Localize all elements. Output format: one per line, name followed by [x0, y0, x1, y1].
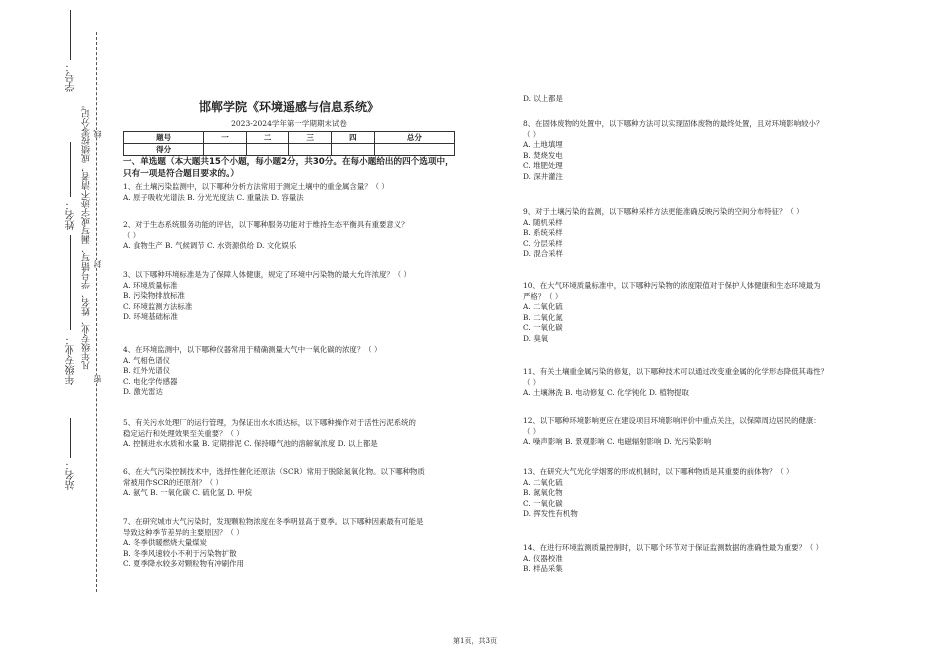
score-header-cell: 总分 [374, 132, 454, 144]
score-cell [332, 144, 375, 156]
question-option: B. 红外光谱仪 [123, 366, 171, 376]
question-stem: 9、对于土壤污染的监测，以下哪种采样方法更能准确反映污染的空间分布特征？（ ） [523, 207, 804, 216]
score-table-header-row [124, 132, 455, 144]
campus-label: 站名： [66, 460, 77, 490]
name-label: 姓名： [66, 200, 77, 230]
question-option: D. 深井灌注 [523, 171, 563, 181]
score-header-cell: 一 [204, 132, 247, 144]
question-options: A. 食物生产 B. 气候调节 C. 水资源供给 D. 文化娱乐 [123, 241, 297, 251]
question-stem: 6、在大气污染控制技术中，选择性催化还原法（SCR）常用于脱除氮氧化物。以下哪种物质 [123, 467, 425, 476]
question-stem: 12、以下哪种环境影响更应在建设项目环境影响评价中重点关注，以保障周边居民的健康： [523, 416, 821, 425]
question-option: B. 冬季风速较小不利于污染物扩散 [123, 548, 237, 558]
exam-title: 邯郸学院《环境遥感与信息系统》 [198, 100, 379, 114]
question-stem: 10、在大气环境质量标准中，以下哪种污染物的浓度限值对于保护人体健康和生态环境最为 [523, 281, 821, 290]
question-option: D. 臭氧 [523, 333, 549, 343]
question-stem: 1、在土壤污染监测中，以下哪种分析方法常用于测定土壤中的重金属含量？（ ） [123, 182, 389, 191]
score-cell [204, 144, 247, 156]
question-option: C. 一氧化碳 [523, 323, 563, 333]
question-stem: 14、在进行环境监测质量控制时，以下哪个环节对于保证监测数据的准确性最为重要？（ ） [523, 543, 823, 552]
question-option: D. 混合采样 [523, 249, 563, 259]
score-table [123, 131, 455, 156]
campus-underline [70, 418, 71, 458]
seal-char-secret: 密 [93, 375, 102, 383]
question-stem: 4、在环境监测中，以下哪种仪器常用于精确测量大气中一氧化碳的浓度？（ ） [123, 345, 382, 354]
question-stem: 8、在固体废物的处置中，以下哪种方法可以实现固体废物的最终处置，且对环境影响较小？ [523, 119, 824, 128]
question-13 [523, 467, 883, 520]
question-6 [123, 467, 455, 499]
question-option: A. 仪器校准 [523, 553, 563, 563]
question-stem: 稳定运行和处理效果至关重要？（ ） [123, 428, 244, 438]
score-table-score-row [124, 144, 455, 156]
question-stem: 7、在研究城市大气污染时，发现颗粒物浓度在冬季明显高于夏季。以下哪种因素最有可能是 [123, 517, 424, 526]
binding-dashed-line [96, 32, 97, 592]
score-header-cell: 三 [289, 132, 332, 144]
question-options: A. 控制进水水质和水量 B. 定期排泥 C. 保持曝气池的溶解氧浓度 D. 以上都是 [123, 439, 378, 449]
question-option: B. 系统采样 [523, 228, 563, 238]
question-stem: 11、有关土壤重金属污染的修复，以下哪种技术可以通过改变重金属的化学形态降低其毒性？ [523, 367, 829, 376]
question-stem: 常被用作SCR的还原剂？（ ） [123, 477, 223, 487]
question-stem: 13、在研究大气光化学烟雾的形成机制时，以下哪种物质是其重要的前体物？（ ） [523, 467, 794, 476]
question-stem: （ ） [123, 230, 141, 240]
question-7-continued [523, 94, 883, 105]
seal-char-seal: 封 [93, 260, 102, 268]
question-options: A. 原子吸收光谱法 B. 分光光度法 C. 重量法 D. 容量法 [123, 192, 304, 202]
question-stem: （ ） [523, 377, 541, 387]
question-5 [123, 418, 455, 450]
name-underline [70, 142, 71, 197]
question-options: A. 土壤淋洗 B. 电动修复 C. 化学钝化 D. 植物提取 [523, 388, 689, 398]
question-option: D. 挥发性有机物 [523, 509, 578, 519]
question-stem: 2、对于生态系统服务功能的评估，以下哪种服务功能对于维持生态平衡具有重要意义？ [123, 220, 409, 229]
question-4 [123, 345, 455, 398]
question-9 [523, 207, 883, 260]
score-cell [289, 144, 332, 156]
question-stem: 严格？（ ） [523, 291, 563, 301]
question-8 [523, 119, 883, 183]
question-stem: 导致这种季节差异的主要原因？（ ） [123, 527, 244, 537]
question-option: A. 二氧化硫 [523, 302, 563, 312]
question-option: C. 堆肥处理 [523, 161, 563, 171]
question-10 [523, 281, 883, 345]
question-option: C. 夏季降水较多对颗粒物有冲刷作用 [123, 559, 244, 569]
question-option: A. 土地填埋 [523, 140, 563, 150]
question-option: C. 环境监测方法标准 [123, 301, 193, 311]
question-stem: 5、有关污水处理厂的运行管理，为保证出水水质达标，以下哪种操作对于活性污泥系统的 [123, 418, 416, 427]
student-id-label: 学号： [66, 62, 77, 92]
section-heading: 一、单选题（本大题共15个小题，每小题2分，共30分。在每小题给出的四个选项中，只有一项是符合题目要求的。） [123, 157, 454, 179]
grade-major-underline [70, 235, 71, 330]
question-option: A. 随机采样 [523, 217, 563, 227]
question-stem: （ ） [523, 129, 541, 139]
score-row-label: 得分 [124, 144, 204, 156]
student-id-underline [70, 10, 71, 60]
question-12 [523, 416, 883, 448]
question-option: C. 电化学传感器 [123, 376, 178, 386]
score-header-cell: 题号 [124, 132, 204, 144]
score-header-cell: 四 [332, 132, 375, 144]
question-option: A. 冬季供暖燃烧大量煤炭 [123, 538, 207, 548]
question-option: B. 样品采集 [523, 564, 563, 574]
question-14 [523, 543, 883, 575]
question-options: A. 噪声影响 B. 景观影响 C. 电磁辐射影响 D. 光污染影响 [523, 437, 712, 447]
question-option: D. 激光雷达 [123, 387, 163, 397]
page-footer: 第1页，共3页 [453, 637, 497, 645]
exam-subtitle: 2023-2024学年第一学期期末试卷 [231, 119, 347, 128]
seal-char-line: 线 [93, 130, 102, 138]
question-option: A. 环境质量标准 [123, 280, 178, 290]
question-option: B. 氮氧化物 [523, 488, 563, 498]
score-cell [374, 144, 454, 156]
question-option: B. 污染物排放标准 [123, 291, 185, 301]
question-2 [123, 220, 455, 252]
question-7 [123, 517, 455, 570]
question-3 [123, 270, 455, 323]
question-option: A. 二氧化硫 [523, 477, 563, 487]
grade-major-label: 年级专业： [66, 335, 77, 385]
binding-notice: 凡年级专业、姓名、学号错写、漏写或字迹不清者，成绩按零分记。 [82, 100, 92, 370]
question-option: D. 以上都是 [523, 94, 563, 103]
question-1 [123, 182, 455, 203]
question-option: C. 分层采样 [523, 238, 563, 248]
score-header-cell: 二 [246, 132, 289, 144]
question-options: A. 氨气 B. 一氧化碳 C. 硫化氢 D. 甲烷 [123, 488, 252, 498]
question-option: B. 二氧化氮 [523, 312, 563, 322]
question-option: D. 环境基础标准 [123, 312, 178, 322]
question-11 [523, 367, 883, 399]
question-option: A. 气相色谱仪 [123, 355, 170, 365]
question-stem: 3、以下哪种环境标准是为了保障人体健康，规定了环境中污染物的最大允许浓度？（ ） [123, 270, 411, 279]
score-cell [246, 144, 289, 156]
question-option: C. 一氧化碳 [523, 498, 563, 508]
question-option: B. 焚烧发电 [523, 150, 563, 160]
question-stem: （ ） [523, 426, 541, 436]
